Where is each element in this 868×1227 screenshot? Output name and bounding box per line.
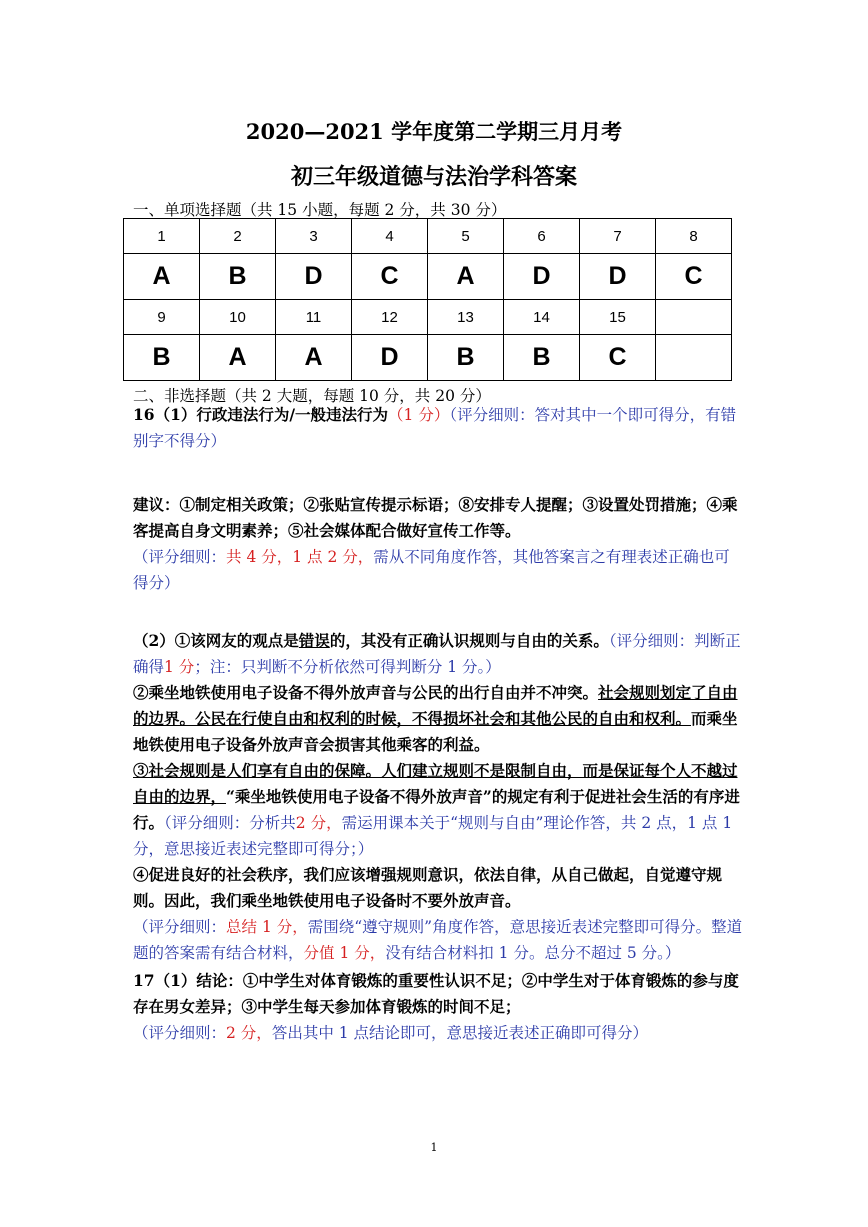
question-number: 8 bbox=[656, 219, 732, 254]
exam-title: 2020—2021 学年度第二学期三月月考 bbox=[245, 119, 623, 144]
question-number: 10 bbox=[200, 300, 276, 335]
q16-suggestions-text: 建议：①制定相关政策；②张贴宣传提示标语；⑧安排专人提醒；③设置处罚措施；④乘客提高自身文明素养；⑤社会媒体配合做好宣传工作等。 bbox=[133, 495, 738, 540]
answer-letter: C bbox=[580, 335, 656, 381]
section-2-heading: 二、非选择题（共 2 大题，每题 10 分，共 20 分） bbox=[133, 387, 491, 405]
q16-1-answer bbox=[133, 402, 743, 454]
answer-letter: D bbox=[504, 254, 580, 300]
scoring-points: 分值 1 分， bbox=[303, 944, 386, 962]
question-number: 2 bbox=[200, 219, 276, 254]
answer-number-row bbox=[124, 300, 732, 335]
answer-letter: A bbox=[200, 335, 276, 381]
section-1-heading: 一、单项选择题（共 15 小题，每题 2 分，共 30 分） bbox=[133, 201, 507, 219]
answer-letter bbox=[656, 335, 732, 381]
answer-letter: D bbox=[580, 254, 656, 300]
scoring-rule-label: （评分细则： bbox=[133, 918, 227, 936]
scoring-points: 总结 1 分， bbox=[226, 918, 308, 936]
question-number: 13 bbox=[428, 300, 504, 335]
question-number: 9 bbox=[124, 300, 200, 335]
answer-letter-row bbox=[124, 254, 732, 300]
question-number: 4 bbox=[352, 219, 428, 254]
q16-2-point-2-rest: 而乘坐地铁使用电子设备外放声音会损害其他乘客的利益。 bbox=[133, 709, 738, 754]
question-number: 11 bbox=[276, 300, 352, 335]
q16-2-point-3-key: ③社会规则是人们享有自由的保障。人们建立规则不是限制自由，而是保证每个人不越过自由的边界， bbox=[133, 761, 738, 806]
q17-1-answer-text: 17（1）结论：①中学生对体育锻炼的重要性认识不足；②中学生对于体育锻炼的参与度存在男女差异；③中学生每天参加体育锻炼的时间不足； bbox=[133, 971, 739, 1016]
q16-2-answer bbox=[133, 628, 743, 966]
q16-suggestions bbox=[133, 492, 743, 596]
scoring-rule-label: （评分细则： bbox=[133, 1024, 227, 1042]
scoring-rule-text: 需运用课本关于“规则与自由”理论作答，共 2 点，1 点 1 分，意思接近表述完整即可得分；） bbox=[133, 814, 733, 858]
question-number: 6 bbox=[504, 219, 580, 254]
q16-2-point-1-rest: 的，其没有正确认识规则与自由的关系。 bbox=[329, 631, 609, 650]
q17-1-answer bbox=[133, 968, 743, 1046]
q16-2-point-3-rest: “乘坐地铁使用电子设备不得外放声音”的规定有利于促进社会生活的有序进行。 bbox=[133, 787, 740, 832]
scoring-points: 2 分， bbox=[295, 814, 342, 832]
q16-1-answer-text: 16（1）行政违法行为/一般违法行为 bbox=[133, 405, 389, 424]
question-number: 15 bbox=[580, 300, 656, 335]
scoring-rule-label: （评分细则：分析共 bbox=[164, 814, 296, 832]
answer-table bbox=[123, 218, 732, 381]
scoring-rule-text: ；注：只判断不分析依然可得判断分 1 分。） bbox=[194, 658, 501, 676]
q16-1-scoring-rule: （评分细则：答对其中一个即可得分，有错别字不得分） bbox=[133, 406, 737, 450]
exam-subtitle: 初三年级道德与法治学科答案 bbox=[290, 164, 577, 190]
answer-number-row bbox=[124, 219, 732, 254]
question-number bbox=[656, 300, 732, 335]
q16-2-judgement: 错误 bbox=[298, 631, 330, 650]
answer-letter: C bbox=[352, 254, 428, 300]
question-number: 1 bbox=[124, 219, 200, 254]
page-number: 1 bbox=[430, 1141, 438, 1154]
scoring-points: 共 4 分，1 点 2 分， bbox=[226, 548, 374, 566]
answer-letter: B bbox=[504, 335, 580, 381]
scoring-rule-label: （评分细则：判断正确得 bbox=[133, 632, 741, 676]
scoring-rule-label: （评分细则： bbox=[133, 548, 227, 566]
answer-letter: C bbox=[656, 254, 732, 300]
answer-letter: A bbox=[124, 254, 200, 300]
scoring-rule-text: 需围绕“遵守规则”角度作答，意思接近表述完整即可得分。整道题的答案需有结合材料， bbox=[133, 918, 743, 962]
answer-letter: D bbox=[352, 335, 428, 381]
scoring-points: 2 分， bbox=[226, 1024, 272, 1042]
question-number: 7 bbox=[580, 219, 656, 254]
answer-letter: D bbox=[276, 254, 352, 300]
scoring-points: 1 分 bbox=[164, 658, 195, 676]
scoring-rule-text: 答出其中 1 点结论即可，意思接近表述正确即可得分） bbox=[271, 1024, 649, 1042]
scoring-rule-text: 需从不同角度作答，其他答案言之有理表述正确也可得分） bbox=[133, 548, 730, 592]
scoring-rule-text: 没有结合材料扣 1 分。总分不超过 5 分。） bbox=[385, 944, 681, 962]
answer-letter: A bbox=[276, 335, 352, 381]
q16-2-point-1: （2）①该网友的观点是 bbox=[133, 631, 299, 650]
answer-letter-row bbox=[124, 335, 732, 381]
q16-1-score: （1 分） bbox=[388, 406, 450, 424]
q16-2-point-4: ④促进良好的社会秩序，我们应该增强规则意识，依法自律，从自己做起，自觉遵守规则。因此，我们乘坐地铁使用电子设备时不要外放声音。 bbox=[133, 865, 723, 910]
q16-2-point-2: ②乘坐地铁使用电子设备不得外放声音与公民的出行自由并不冲突。 bbox=[133, 683, 599, 702]
answer-letter: B bbox=[428, 335, 504, 381]
question-number: 5 bbox=[428, 219, 504, 254]
answer-letter: B bbox=[124, 335, 200, 381]
q16-2-point-2-key: 社会规则划定了自由的边界。公民在行使自由和权利的时候，不得损坏社会和其他公民的自由和权利。 bbox=[133, 683, 738, 728]
answer-letter: A bbox=[428, 254, 504, 300]
question-number: 3 bbox=[276, 219, 352, 254]
question-number: 12 bbox=[352, 300, 428, 335]
question-number: 14 bbox=[504, 300, 580, 335]
answer-letter: B bbox=[200, 254, 276, 300]
